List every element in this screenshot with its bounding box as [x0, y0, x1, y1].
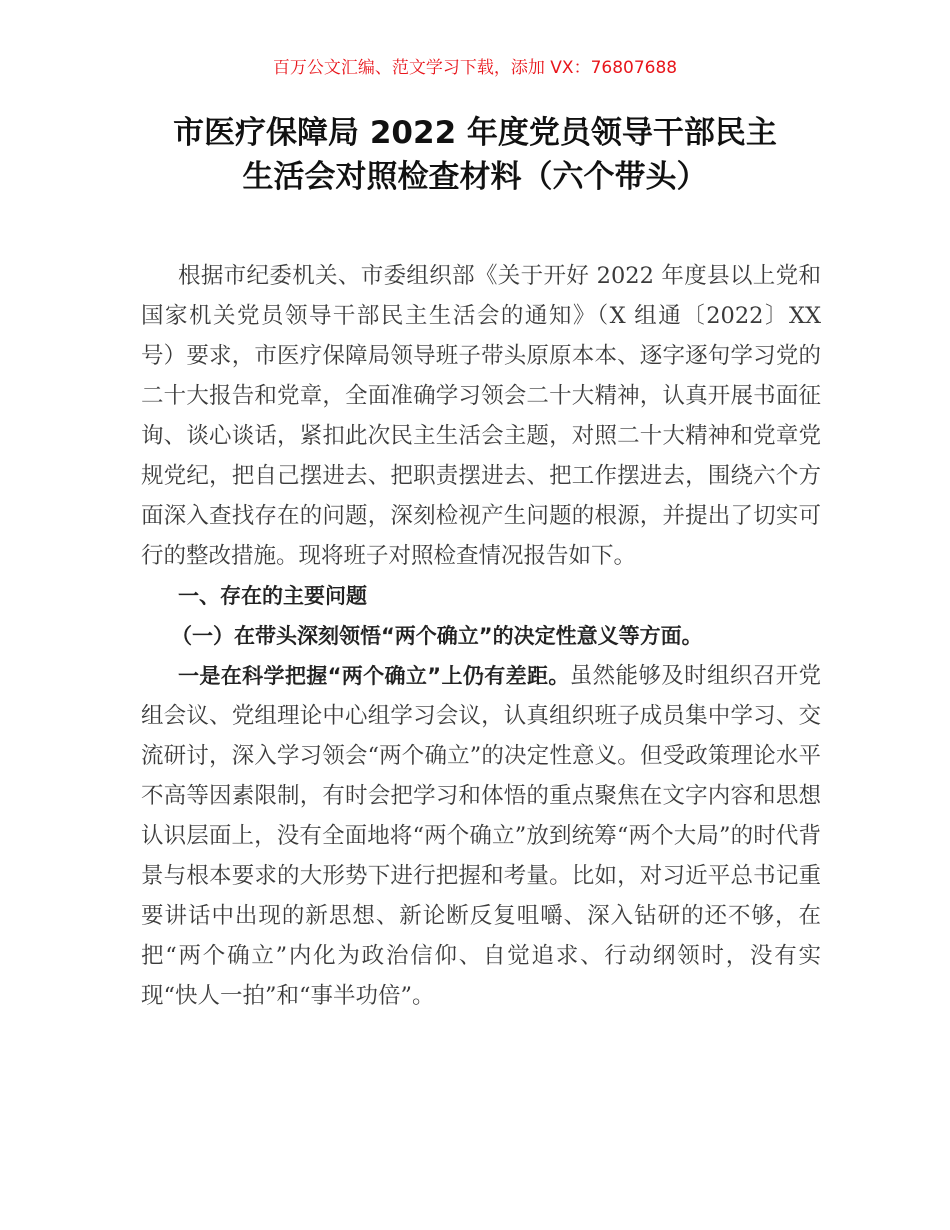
title-line-1: 市医疗保障局 2022 年度党员领导干部民主 [173, 115, 777, 151]
document-body [141, 256, 821, 1016]
subsection-heading: （一）在带头深刻领悟“两个确立”的决定性意义等方面。 [171, 624, 703, 648]
title-line-2: 生活会对照检查材料（六个带头） [242, 159, 708, 195]
watermark-banner: 百万公文汇编、范文学习下载，添加 VX：76807688 [272, 58, 678, 78]
point-body: 虽然能够及时组织召开党组会议、党组理论中心组学习会议，认真组织班子成员集中学习、交流研讨，深入学习领会“两个确立”的决定性意义。但受政策理论水平不高等因素限制，有时会把学习和体悟的重点聚焦在文字内容和思想认识层面上，没有全面地将“两个确立”放到统筹“两个大局”的时代背景与根本要求的大形势下进行把握和考量。比如，对习近平总书记重要讲话中出现的新思想、新论断反复咀嚼、深入钻研的还不够，在把“两个确立”内化为政治信仰、自觉追求、行动纲领时，没有实现“快人一拍”和“事半功倍”。 [141, 663, 821, 1009]
intro-paragraph: 根据市纪委机关、市委组织部《关于开好 2022 年度县以上党和国家机关党员领导干部民主生活会的通知》（X 组通〔2022〕XX 号）要求，市医疗保障局领导班子带头原原本本、逐字逐句学习党的二十大报告和党章，全面准确学习领会二十大精神，认真开展书面征询、谈心谈话，紧扣此次民主生活会主题，对照二十大精神和党章党规党纪，把自己摆进去、把职责摆进去、把工作摆进去，围绕六个方面深入查找存在的问题，深刻检视产生问题的根源，并提出了切实可行的整改措施。现将班子对照检查情况报告如下。 [141, 263, 821, 569]
point-lead: 一是在科学把握“两个确立”上仍有差距。 [178, 664, 570, 688]
point-paragraph [141, 656, 821, 1016]
section-heading: 一、存在的主要问题 [178, 584, 367, 608]
document-title [0, 111, 950, 199]
